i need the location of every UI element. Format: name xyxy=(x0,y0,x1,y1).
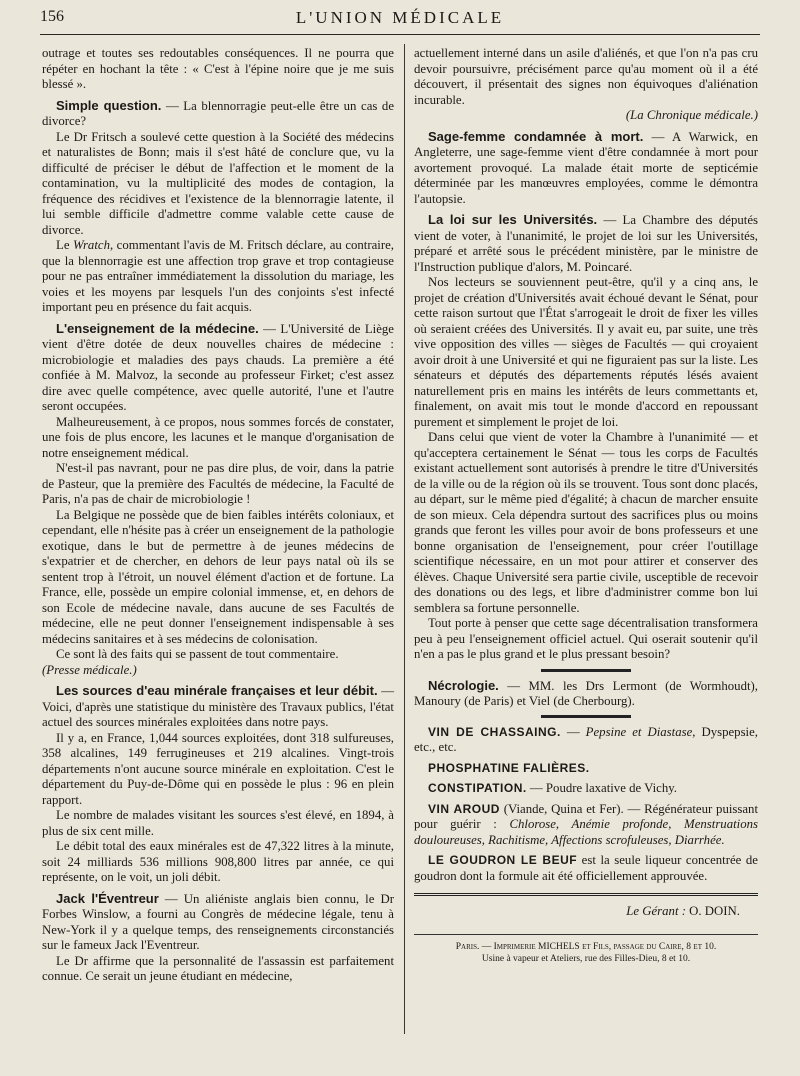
paragraph: Le débit total des eaux minérales est de 47,322 litres à la minute, soit 24 milliards 536 millions 908,800 litres par année, ce qui représente, on le voit, un joli débit. xyxy=(42,839,394,884)
section-jack xyxy=(42,891,394,954)
gerant-label: Le Gérant : xyxy=(626,904,690,918)
imprint-line: Paris. — Imprimerie MICHELS et Fils, passage du Caire, 8 et 10. xyxy=(455,941,717,952)
paragraph: Dans celui que vient de voter la Chambre à l'unanimité — et qu'acceptera certainement le Sénat — tous les corps de Facultés existant actuellement sont autorisés à prendre le titre d'Universités de la ville ou de la région où ils se trouvent. Tous sont donc placés, au départ, sur le même pied d'égalité; à chacun de marcher ensuite de son mieux. Cela dépendra surtout des sacrifices plus ou moins grands que feront les villes pour avoir de bons professeurs et une bonne organisation de l'enseignement, pour créer l'outillage scientifique nécessaire, en un mot pour attirer et conserver des élèves. Chaque Université sera partie civile, usceptible de recevoir des donations ou des legs, et libre d'administrer comme bon lui semblera sa fortune personnelle. xyxy=(414,430,758,615)
advert-heading: VIN DE CHASSAING. xyxy=(428,724,561,739)
text: — xyxy=(560,724,586,739)
section-simple-question xyxy=(42,98,394,130)
advert-goudron xyxy=(414,853,758,884)
page-header xyxy=(40,6,760,30)
section-heading: Jack l'Éventreur xyxy=(56,890,159,906)
printer-imprint xyxy=(414,934,758,965)
journal-title: L'UNION MÉDICALE xyxy=(295,8,505,27)
section-separator xyxy=(541,715,631,718)
page-number: 156 xyxy=(40,8,64,25)
gerant-name: O. DOIN. xyxy=(689,904,740,918)
paragraph: Le nombre de malades visitant les sources s'est élevé, en 1894, à plus de six cent mille. xyxy=(42,808,394,838)
paragraph: Nos lecteurs se souviennent peut-être, qu'il y a cinq ans, le projet de création d'Universités avait échoué devant le Sénat, pour cette raison surtout que l'État s'arrogeait le droit de fixer les villes où seraient créées des Universités. Il y avait eu, par suite, une très vive opposition des villes — sièges de Facultés — qui croyaient avoir droit à une Université et qui ne figuraient pas sur la liste. Les sénateurs et députés des départements réputés lésés avaient naturellement pris en mains les intérêts de leurs commettants et, finalement, on avait mis tout le monde d'accord en repoussant purement et simplement le projet de loi. xyxy=(414,275,758,429)
section-lead: — La blennorragie peut-elle être un cas de divorce? xyxy=(42,98,395,128)
source-citation: (Presse médicale.) xyxy=(42,662,137,677)
text: , commentant l'avis de M. Fritsch déclare, au contraire, que la blennorragie est une affection trop grave et trop contagieuse pour ne pas entraîner immédiatement la dissolution du mariage, les voies et les moyens par lesquels l'un des conjoints s'est infecté important peu en présence du fait acquis. xyxy=(42,238,394,314)
imprint-line: Usine à vapeur et Ateliers, rue des Filles-Dieu, 8 et 10. xyxy=(481,953,691,964)
section-lead: — Un aliéniste anglais bien connu, le Dr Forbes Winslow, a fourni au Congrès de médecine légale, tenu à New-York il y a quelque temps, des renseignements circonstanciés sur le fameux Jack l'Eventreur. xyxy=(42,891,394,952)
text: Chlorose, Anémie profonde, Menstruations douloureuses, Rachitisme, Affections scrofuleuses, Diarrhée. xyxy=(414,817,758,847)
section-lead: — L'Université de Liège vient d'être dotée de deux nouvelles chaires de médecine : microbiologie et maladies des pays chauds. La première a été confiée à M. Malvoz, la seconde au professeur Firket; c'est assez dire avec quelle compétence, avec quelle autorité, l'une et l'autre seront occupées. xyxy=(42,321,394,413)
advert-vin-aroud xyxy=(414,802,758,849)
paragraph: La Belgique ne possède que de bien faibles intérêts coloniaux, et cependant, elle n'hésite pas à créer un enseignement de la pathologie exotique, dans le but de permettre à de jeunes médecins de s'expatrier et de chercher, en dehors de leur pays natal où ils se sentent trop à l'étroit, un nouvel élément d'action et de fortune. La France, elle, possède un empire colonial immense, et, en dehors de son Ecole de médecine navale, dans aucune de ses Facultés de médecine, elle ne peut donner l'enseignement indispensable à ses médecins sanitaires et à ses médecins de colonisation. xyxy=(42,507,394,646)
advert-heading: VIN AROUD xyxy=(428,801,500,816)
section-heading: Sage-femme condamnée à mort. xyxy=(428,128,644,144)
paragraph: N'est-il pas navrant, pour ne pas dire plus, de voir, dans la patrie de Pasteur, que la première des Facultés de médecine, la Faculté de Paris, n'a pas de chair de microbiologie ! xyxy=(42,461,394,506)
section-lead: — A Warwick, en Angleterre, une sage-femme vient d'être condamnée à mort pour avortement provoqué. La malade était morte de septicémie déterminée par les manœuvres employées, comme le démontra l'autopsie. xyxy=(414,129,759,206)
section-heading: L'enseignement de la médecine. xyxy=(56,320,259,336)
left-column xyxy=(42,46,394,985)
section-heading: La loi sur les Universités. xyxy=(428,212,598,227)
paragraph: Ce sont là des faits qui se passent de tout commentaire. xyxy=(56,647,339,661)
section-universites xyxy=(414,212,758,275)
advert-phosphatine xyxy=(414,761,758,777)
double-rule xyxy=(414,893,758,896)
section-lead: — MM. les Drs Lermont (de Wormhoudt), Manoury (de Paris) et Viel (de Cherbourg). xyxy=(414,678,758,708)
text: est la seule liqueur concentrée de goudron dont la formule ait été officiellement approuvée. xyxy=(414,853,758,883)
paragraph xyxy=(42,238,394,316)
paragraph: Le Dr Fritsch a soulevé cette question à la Société des médecins et naturalistes de Bonn; mais il s'est hâté de conclure que, vu la difficulté de préciser le début de l'affection et le moment de la contamination, vu la multiplicité des modes de contagion, la fréquence des récidives et l'existence de la blennorragie latente, il lui semble difficile d'admettre comme valable cette cause de divorce. xyxy=(42,129,394,237)
section-heading: Les sources d'eau minérale françaises et leur débit. xyxy=(56,683,378,698)
right-column xyxy=(414,46,758,965)
text: Le xyxy=(56,238,73,252)
text: Pepsine et Diastase xyxy=(585,724,693,739)
paragraph: Le Dr affirme que la personnalité de l'assassin est parfaitement connue. Ce serait un jeune étudiant en médecine, xyxy=(42,953,394,983)
column-divider xyxy=(404,44,405,1034)
section-heading: Simple question. xyxy=(56,97,162,113)
text: (Viande, Quina et Fer). — Régénérateur puissant pour guérir : xyxy=(414,801,758,831)
section-lead: — La Chambre des députés vient de voter, à l'unanimité, le projet de loi sur les Universités, préparé et arrêté sous le précédent ministère, par le ministre de l'Instruction publique d'alors, M. Poincaré. xyxy=(414,213,758,274)
text: , Dyspepsie, etc., etc. xyxy=(414,724,758,754)
section-sage-femme xyxy=(414,129,758,208)
gerant-line xyxy=(414,904,740,920)
advert-heading: LE GOUDRON LE BEUF xyxy=(428,853,578,867)
advert-heading: CONSTIPATION. xyxy=(428,781,527,795)
section-eaux-minerales xyxy=(42,683,394,731)
paragraph: Il y a, en France, 1,044 sources exploitées, dont 318 sulfureuses, 358 alcalines, 149 ferrugineuses et 219 alcalines. Vingt-trois départements n'ont aucune source minérale en exploitation. C'est le département du Puy-de-Dôme qui en possède le plus : 96 en plein rapport. xyxy=(42,730,394,807)
paragraph: Tout porte à penser que cette sage décentralisation transformera peu à peu l'enseignement officiel actuel. Qui oserait soutenir qu'il n'en a pas le plus grand et le plus pressant besoin? xyxy=(414,616,758,661)
section-lead: — Voici, d'après une statistique du ministère des Travaux publics, l'état actuel des sources minérales exploitées dans notre pays. xyxy=(42,684,394,729)
source-citation: (La Chronique médicale.) xyxy=(625,108,758,122)
advert-constipation xyxy=(414,781,758,797)
journal-name: Wratch xyxy=(73,238,110,252)
section-separator xyxy=(541,669,631,672)
paragraph: Malheureusement, à ce propos, nous sommes forcés de constater, une fois de plus encore, les lacunes et le manque d'organisation de notre enseignement médical. xyxy=(42,414,394,460)
section-enseignement xyxy=(42,321,394,415)
section-necrologie xyxy=(414,678,758,710)
continued-paragraph: actuellement interné dans un asile d'aliénés, et que l'on n'a pas cru devoir poursuivre, précisément parce qu'au moment où il a été découvert, il présentait des signes non équivoques d'aliénation incurable. xyxy=(414,46,758,107)
advert-heading: PHOSPHATINE FALIÈRES. xyxy=(428,760,590,775)
advert-vin-chassaing xyxy=(414,725,758,756)
section-heading: Nécrologie. xyxy=(428,677,499,693)
continued-paragraph: outrage et toutes ses redoutables conséquences. Il ne pourra que répéter en hochant la tête : « C'est à l'épine noire que je me suis blessé ». xyxy=(42,46,394,91)
header-rule xyxy=(40,34,760,35)
text: — Poudre laxative de Vichy. xyxy=(526,781,678,795)
